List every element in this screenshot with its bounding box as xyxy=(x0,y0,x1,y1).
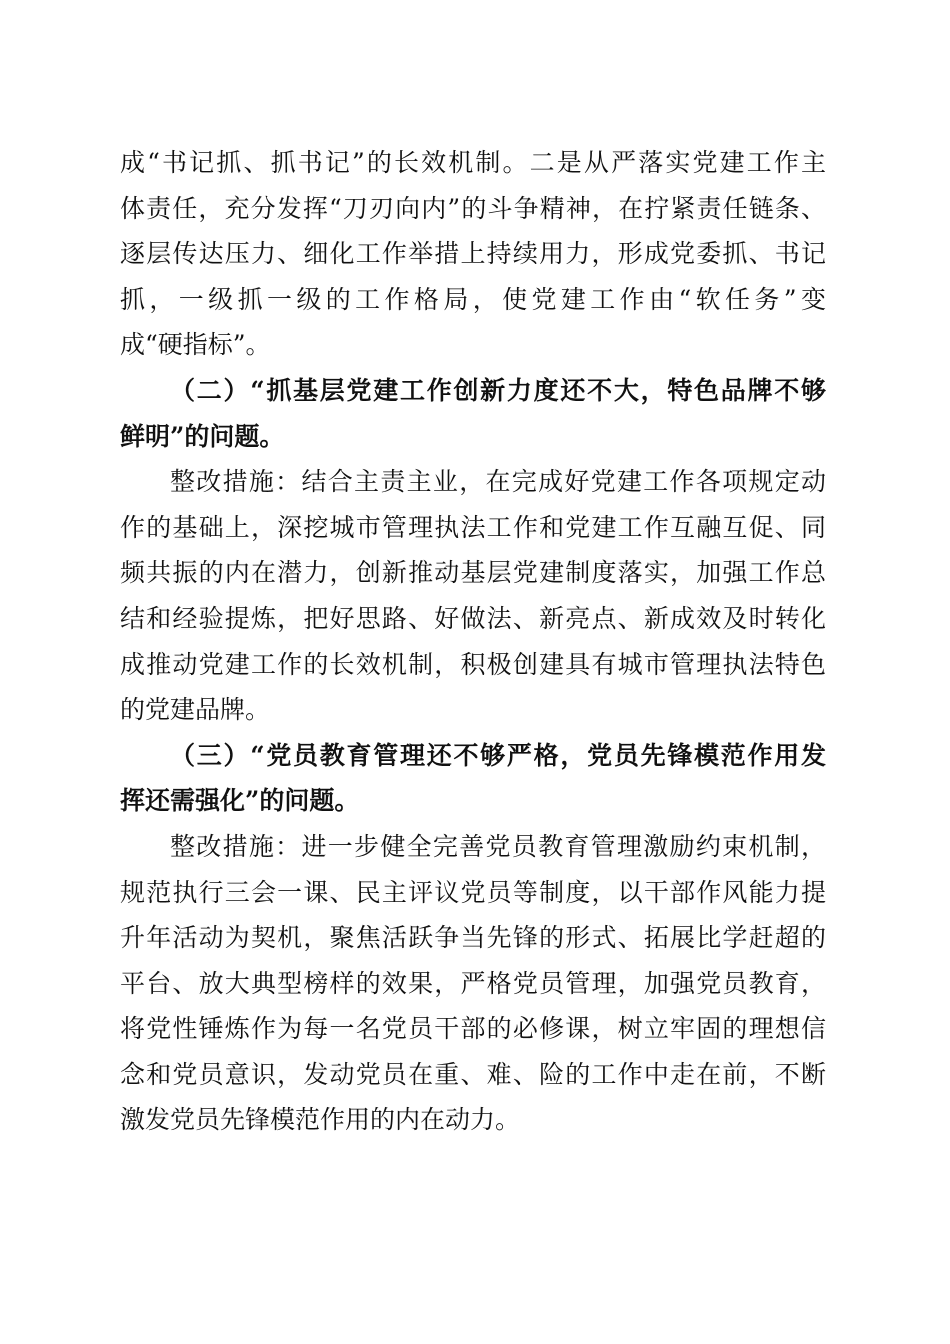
text-line: 成“书记抓、抓书记”的长效机制。二是从严落实党建工作主 xyxy=(120,148,826,177)
section-heading-3 xyxy=(120,733,826,824)
text-line: 平台、放大典型榜样的效果，严格党员管理，加强党员教育， xyxy=(120,968,826,998)
text-line: 将党性锤炼作为每一名党员干部的必修课，树立牢固的理想信 xyxy=(120,1014,826,1044)
paragraph-measures-2 xyxy=(120,459,826,733)
heading-line: 鲜明”的问题。 xyxy=(120,421,285,451)
text-line: 整改措施：进一步健全完善党员教育管理激励约束机制， xyxy=(170,831,826,861)
text-line: 升年活动为契机，聚焦活跃争当先锋的形式、拓展比学赶超的 xyxy=(120,923,826,953)
document-body xyxy=(120,140,826,1143)
text-line: 结和经验提炼，把好思路、好做法、新亮点、新成效及时转化 xyxy=(120,603,826,633)
text-line: 作的基础上，深挖城市管理执法工作和党建工作互融互促、同 xyxy=(120,512,826,542)
text-line: 规范执行三会一课、民主评议党员等制度，以干部作风能力提 xyxy=(120,877,826,907)
paragraph-continuation xyxy=(120,140,826,368)
text-line: 成推动党建工作的长效机制，积极创建具有城市管理执法特色 xyxy=(120,649,826,679)
text-line: 抓，一级抓一级的工作格局，使党建工作由“软任务”变 xyxy=(120,284,826,314)
text-line: 整改措施：结合主责主业，在完成好党建工作各项规定动 xyxy=(170,467,826,497)
text-line: 的党建品牌。 xyxy=(120,695,271,725)
heading-line: 挥还需强化”的问题。 xyxy=(120,786,360,816)
text-line: 体责任，充分发挥“刀刃向内”的斗争精神，在拧紧责任链条、 xyxy=(120,193,826,223)
section-heading-2 xyxy=(120,368,826,459)
heading-line: （二）“抓基层党建工作创新力度还不大，特色品牌不够 xyxy=(170,375,826,405)
paragraph-measures-3 xyxy=(120,824,826,1143)
text-line: 成“硬指标”。 xyxy=(120,330,271,360)
text-line: 频共振的内在潜力，创新推动基层党建制度落实，加强工作总 xyxy=(120,558,826,588)
heading-line: （三）“党员教育管理还不够严格，党员先锋模范作用发 xyxy=(170,740,826,770)
text-line: 激发党员先锋模范作用的内在动力。 xyxy=(120,1105,521,1135)
text-line: 逐层传达压力、细化工作举措上持续用力，形成党委抓、书记 xyxy=(120,239,826,269)
text-line: 念和党员意识，发动党员在重、难、险的工作中走在前，不断 xyxy=(120,1059,826,1089)
